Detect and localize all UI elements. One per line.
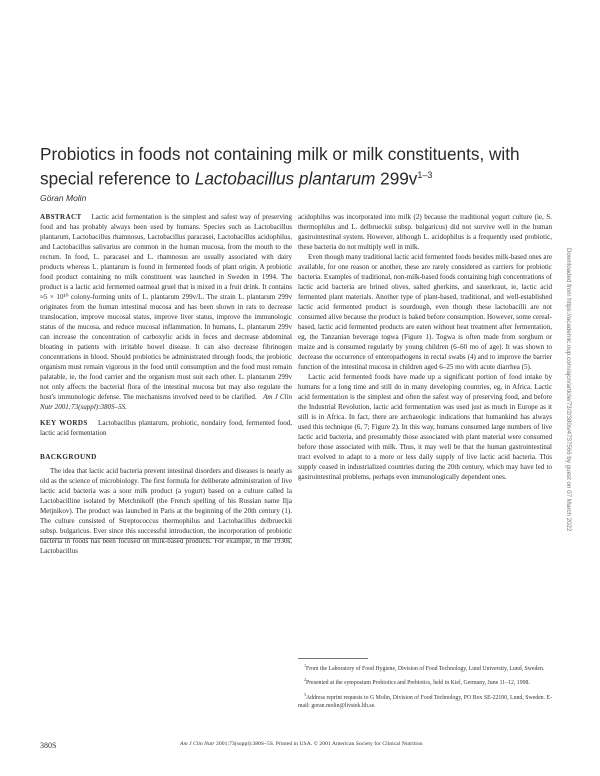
right-paragraph-3: Lactic acid fermented foods have made up a significant portion of food intake by humans for a long time and still do in many developing countries, eg, in Africa. Lactic acid fermentation is the simplest and often the safest way of preserving food, and before the Industrial Revolution, lactic acid fermentation was used just as much in Europe as it still is in Africa. In fact, there are archaeologic indications that humankind has always used this technique (6, 7; Figure 2). In this way, humans consumed large numbers of live lactic acid bacteria, and presumably those associated with plant material were consumed before those associated with milk. Thus, it may well be that the human gastrointestinal tract evolved to adapt to a more or less daily supply of live lactic acid bacteria. This supply ceased in industrialized countries during the 20th century, which may have led to gastrointestinal problems, perhaps even immunologically dependent ones. (298, 373, 552, 481)
abstract-paragraph (40, 212, 292, 412)
journal-footer (180, 741, 423, 747)
keywords-paragraph (40, 418, 292, 438)
footnote-2-mark: 2 (304, 677, 306, 683)
abstract-text: Lactic acid fermentation is the simplest and safest way of preserving food and has probably always been used by humans. Species such as Lactobacillus plantarum, Lactobacillus rhamnosus, Lactobacillus paracasei, Lactobacillus acidophilus, and Lactobacillus salivarius are common in the human mucosa, from the mouth to the rectum. In food, L. paracasei and L. rhamnosus are usually associated with dairy products whereas L. plantarum is found in fermented foods of plant origin. A probiotic food product containing no milk constituent was launched in Sweden in 1994. The product is a lactic acid fermented oatmeal gruel that is mixed in a fruit drink. It contains ≈5 × 10¹⁰ colony-forming units of L. plantarum 299v/L. The strain L. plantarum 299v originates from the human intestinal mucosa and has been shown in rats to decrease translocation, improve mucosal status, improve liver status, improve the immunologic status of the mucosa, and reduce mucosal inflammation. In humans, L. plantarum 299v can increase the concentration of carboxylic acids in feces and decrease abdominal bloating in patients with irritable bowel disease. It can also decrease fibrinogen concentrations in blood. Should probiotics be administrated through foods, the probiotic organism must remain vigorous in the food until consumption and the food must remain palatable, ie, the food carrier and the organism must suit each other. L. plantarum 299v not only affects the bacterial flora of the intestinal mucosa but may also regulate the host's immunologic defense. The mechanisms involved need to be clarified. (40, 213, 292, 401)
right-paragraph-2: Even though many traditional lactic acid fermented foods besides milk-based ones are available, for one reason or another, these are rarely considered as carriers for probiotic bacteria. Examples of traditional, non-milk-based foods containing high concentrations of lactic acid bacteria are brined olives, salted gherkins, and sauerkraut, ie, lactic acid fermented plant materials. Another type of plant-based, traditional, and well-established lactic acid fermented product is sourdough, even though these lactobacilli are not consumed alive because the product is baked before consumption. However, some cereal-based, lactic acid fermented products are eaten without heat treatment after fermentation, eg, the Tanzanian beverage togwa (Figure 1). Togwa is often made from sorghum or maize and is consumed regularly by young children (6–60 mo of age). It was shown to decrease the occurrence of enteropathogens in rectal swabs (4) and to improve the barrier function of the intestinal mucosa in children aged 6–25 mo with acute diarrhea (5). (298, 253, 552, 371)
keywords-text: Lactobacillus plantarum, probiotic, nondairy food, fermented food, lactic acid fermentation (40, 419, 293, 437)
abstract-citation: Am J Clin Nutr 2001;73(suppl):380S–5S. (40, 393, 292, 411)
title-strain: 299v (375, 168, 418, 189)
footnote-3 (298, 691, 552, 711)
background-text: The idea that lactic acid bacteria prevent intestinal disorders and diseases is nearly as old as the science of microbiology. The first formula for deliberate administration of live lactic acid bacteria was a sour milk product (a yogurt) based on a culture called la Lactobacilline isolated by Metchnikoff (the French spelling of his Russian name Ilja Metjnikov). The product was launched in Paris at the beginning of the 20th century (1). The culture consisted of Streptococcus thermophilus and Lactobacillus delbrueckii subsp. bulgaricus. Ever since this successful introduction, the incorporation of probiotic bacteria in foods has been focused on milk-based products. For example, in the 1930s, Lactobacillus (40, 467, 292, 555)
right-paragraph-1: acidophilus was incorporated into milk (2) because the traditional yogurt culture (ie, S. thermophilus and L. delbrueckii subsp. bulgaricus) did not survive well in the human gastrointestinal system. However, although L. acidophilus is a frequently used probiotic, these bacteria do not multiply well in milk. (298, 213, 552, 251)
abstract-heading: ABSTRACT (40, 213, 82, 221)
keywords-heading: KEY WORDS (40, 419, 88, 427)
left-column (40, 212, 292, 556)
background-heading: BACKGROUND (40, 453, 97, 461)
title-footnote-marks: 1–3 (417, 170, 433, 180)
author-name: Göran Molin (40, 193, 87, 203)
journal-name: Am J Clin Nutr (180, 741, 215, 747)
footnote-1-mark: 1 (304, 663, 306, 668)
download-watermark: Downloaded from https://academic.oup.com/ajcn/article/73/2/380s/4737566 by guest on 07 March 2022 (565, 248, 572, 532)
footnotes (298, 662, 552, 713)
footnote-3-mark: 3 (304, 691, 306, 697)
footnote-1 (298, 662, 552, 673)
page-number: 380S (40, 741, 57, 750)
journal-details: 2001;73(suppl):380S–5S. Printed in USA. © 2001 American Society for Clinical Nutrition (216, 741, 423, 747)
footnote-2 (298, 676, 552, 687)
right-column (298, 212, 552, 482)
footnote-3-text: Address reprint requests to G Molin, Division of Food Technology, PO Box SE-22100, Lund, Sweden. E-mail: goran.molin@livstek.lth.se. (298, 694, 552, 709)
article-title (40, 144, 540, 190)
abstract-divider (40, 538, 292, 539)
title-main: Probiotics in foods not containing milk or milk constituents, with special reference to (40, 144, 520, 189)
footnote-divider (298, 658, 368, 659)
footnote-1-text: From the Laboratory of Food Hygiene, Division of Food Technology, Lund University, Lund, Sweden. (306, 665, 545, 672)
footnote-2-text: Presented at the symposium Probiotics and Prebiotics, held in Kiel, Germany, June 11–12, 1998. (306, 680, 530, 687)
title-species: Lactobacillus plantarum (194, 168, 376, 189)
